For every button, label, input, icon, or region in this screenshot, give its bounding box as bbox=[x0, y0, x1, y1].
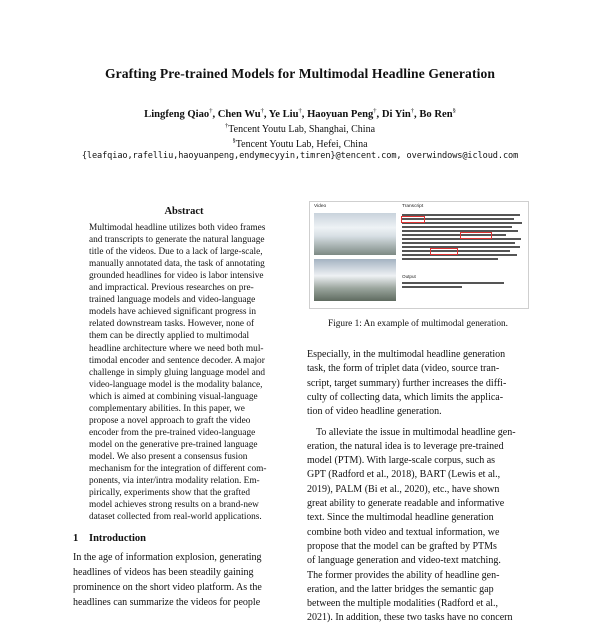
paper-title: Grafting Pre-trained Models for Multimodal Headline Generation bbox=[104, 66, 496, 81]
abstract-line: model. We also present a consensus fusion bbox=[89, 451, 248, 462]
transcript-text-line bbox=[402, 226, 512, 228]
abstract-line: title of the videos. Due to a lack of large-scale, bbox=[89, 247, 263, 258]
body-text-line: script, target summary) further increases the diffi- bbox=[307, 377, 507, 389]
body-text-line: text. Since the multimodal headline generation bbox=[307, 512, 494, 524]
abstract-line: manually annotated data, the task of annotating bbox=[89, 259, 265, 270]
abstract-heading: Abstract bbox=[164, 206, 204, 217]
figure-transcript-label: Transcript bbox=[402, 204, 424, 209]
author: Haoyuan Peng† bbox=[307, 107, 377, 120]
abstract-line: dataset collected from real-world applications. bbox=[89, 512, 262, 523]
body-text-line: eration, and the latter bridges the semantic gap bbox=[307, 583, 494, 595]
body-text-line: great ability to generate readable and informative bbox=[307, 498, 505, 509]
abstract-line: which is aimed at combining visual-language bbox=[89, 391, 258, 402]
highlight-box bbox=[460, 232, 492, 239]
body-text-line: GPT (Radford et al., 2018), BART (Lewis et al., bbox=[307, 469, 501, 481]
body-text-line: tion of video headline generation. bbox=[307, 406, 442, 418]
abstract-line: models have achieved significant progress in bbox=[89, 307, 257, 318]
abstract-line: model on the generative pre-trained language bbox=[89, 439, 258, 450]
body-text-line: model (PTM). With large-scale corpus, such as bbox=[307, 455, 496, 467]
abstract-line: ponents, via inter/intra modality relation. Em- bbox=[89, 476, 260, 487]
body-text-line: The former provides the ability of headline gen- bbox=[307, 569, 500, 581]
abstract-line: and impractical. Previous researches on pre- bbox=[89, 283, 254, 294]
abstract-line: timodal encoder and sentence decoder. A major bbox=[89, 355, 265, 366]
abstract-line: and transcripts to generate the natural language bbox=[89, 235, 265, 246]
body-text-line: To alleviate the issue in multimodal headline gen- bbox=[316, 426, 516, 438]
introduction-line: headlines can summarize the videos for people bbox=[73, 597, 261, 608]
body-text-line: eration, the natural idea is to leverage pre-trained bbox=[307, 440, 504, 452]
abstract-line: related downstream tasks. However, none of bbox=[89, 319, 255, 330]
abstract-line: encoder from the pre-trained video-language bbox=[89, 427, 256, 438]
transcript-text-line bbox=[402, 258, 498, 260]
section-heading-introduction: 1 Introduction bbox=[73, 533, 146, 544]
author-list: Lingfeng Qiao†, Chen Wu†, Ye Liu†, Haoyuan Peng†, Di Yin†, Bo Ren§ bbox=[144, 107, 456, 120]
abstract-line: challenge in simply gluing language model and bbox=[89, 367, 266, 378]
figure-video-label: Video bbox=[314, 204, 327, 209]
introduction-line: prominence on the short video platform. As the bbox=[73, 582, 262, 593]
abstract-line: video-language model is the modality balance, bbox=[89, 379, 263, 390]
output-text-line bbox=[402, 282, 504, 284]
abstract-line: headline architecture where we need both mul- bbox=[89, 343, 264, 354]
highlight-box bbox=[430, 248, 458, 255]
transcript-text-line bbox=[402, 246, 520, 248]
author-emails: {leafqiao,rafelliu,haoyuanpeng,endymecyyin,timren}@tencent.com, overwindows@icloud.com bbox=[81, 151, 519, 161]
body-text-line: combine both video and textual information, we bbox=[307, 526, 500, 538]
author: Di Yin† bbox=[381, 107, 415, 120]
body-text-line: Especially, in the multimodal headline generation bbox=[307, 349, 506, 360]
author: Ye Liu† bbox=[268, 107, 302, 120]
abstract-line: Multimodal headline utilizes both video frames bbox=[89, 223, 266, 233]
abstract-line: model achieves strong results on a brand-new bbox=[89, 500, 259, 511]
abstract-line: them can be directly applied to multimodal bbox=[89, 331, 250, 342]
author: Bo Ren§ bbox=[419, 107, 456, 120]
highlight-box bbox=[401, 216, 425, 223]
video-frame-image bbox=[314, 213, 396, 255]
abstract-line: pirically, experiments show that the grafted bbox=[89, 488, 251, 499]
introduction-line: In the age of information explosion, generating bbox=[73, 552, 262, 563]
transcript-text-line bbox=[402, 242, 515, 244]
affiliation-shanghai: †Tencent Youtu Lab, Shanghai, China bbox=[224, 122, 376, 135]
body-text-line: propose that the model can be grafted by PTMs bbox=[307, 540, 497, 552]
body-text-line: 2019), PALM (Bi et al., 2020), etc., have shown bbox=[307, 483, 500, 495]
abstract-line: grounded headlines for video is labor intensive bbox=[89, 271, 264, 282]
figure-caption: Figure 1: An example of multimodal generation. bbox=[328, 319, 508, 329]
abstract-line: mechanism for the integration of different com- bbox=[89, 464, 267, 474]
abstract-line: propose a novel approach to graft the video bbox=[89, 415, 251, 426]
affiliation-hefei: §Tencent Youtu Lab, Hefei, China bbox=[232, 137, 368, 150]
figure-multimodal-example bbox=[309, 201, 529, 309]
transcript-text-line bbox=[402, 254, 517, 256]
body-text-line: of language generation and video-text matching. bbox=[307, 555, 501, 567]
body-text-line: task, the form of triplet data (video, source tran- bbox=[307, 363, 500, 375]
introduction-line: headlines of videos has been steadily gaining bbox=[73, 567, 254, 578]
body-text-line: culty of collecting data, which limits the applica- bbox=[307, 391, 504, 403]
figure-output-label: Output bbox=[402, 274, 416, 279]
abstract-line: complementary abilities. In this paper, we bbox=[89, 403, 245, 414]
author: Chen Wu† bbox=[217, 107, 264, 120]
body-text-line: between the multiple modalities (Radford et al., bbox=[307, 598, 499, 610]
body-text-line: 2021). In addition, these two tasks have no concern bbox=[307, 612, 513, 624]
author: Lingfeng Qiao† bbox=[144, 107, 213, 120]
video-frame-image bbox=[314, 259, 396, 301]
abstract-line: trained language models and video-language bbox=[89, 295, 256, 306]
output-text-line bbox=[402, 286, 462, 288]
